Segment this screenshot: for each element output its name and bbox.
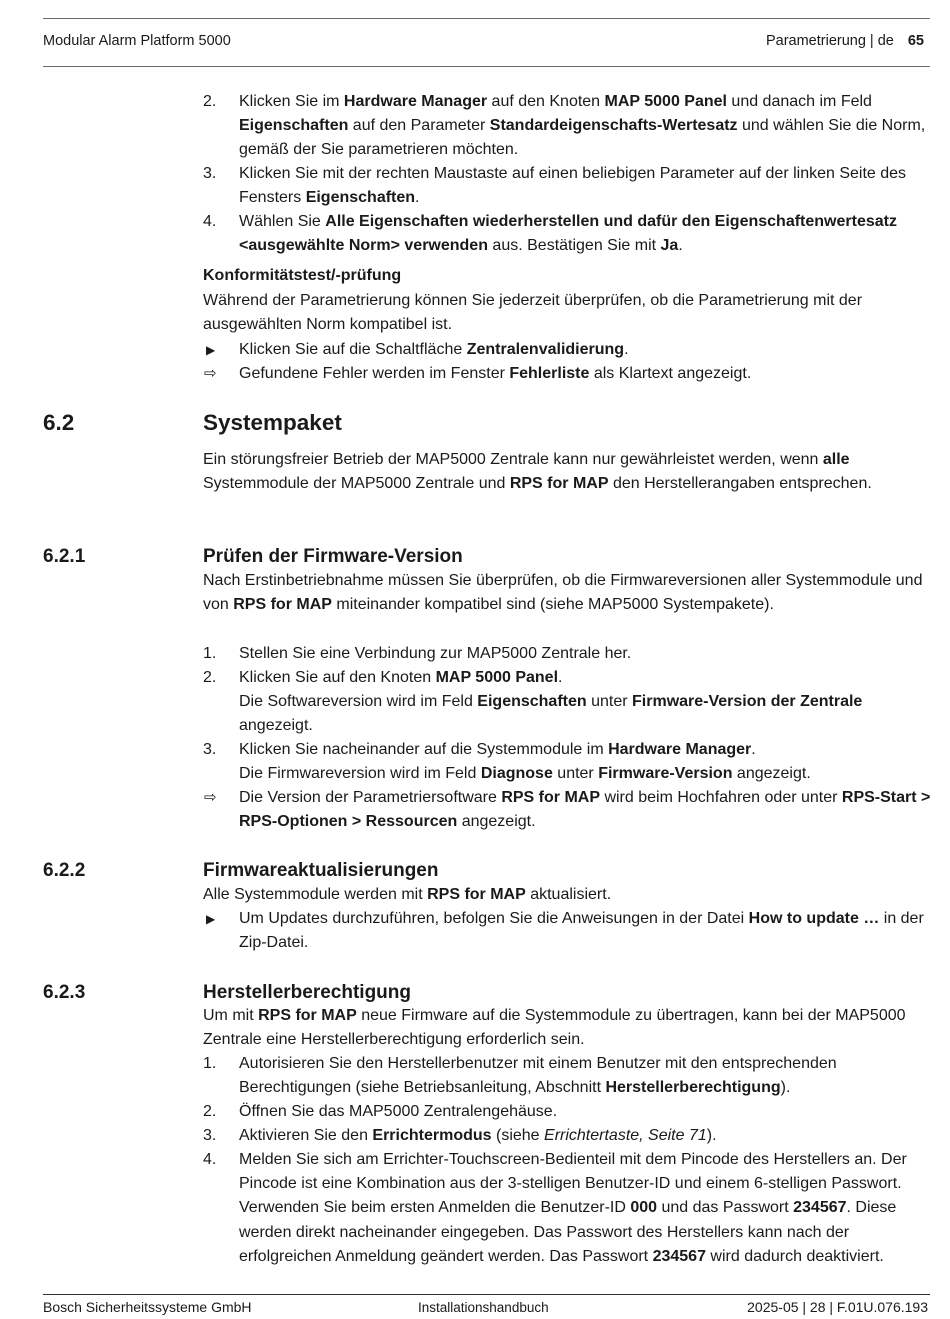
result-item: Die Version der Parametriersoftware RPS for MAP wird beim Hochfahren oder unter RPS-Start > RPS-Optionen > Ressourcen angezeigt. — [239, 789, 931, 831]
list-item: Aktivieren Sie den Errichtermodus (siehe Errichtertaste, Seite 71). — [239, 1127, 717, 1144]
bold-term: Eigenschaften — [477, 693, 587, 711]
list-item: Klicken Sie im Hardware Manager auf den Knoten MAP 5000 Panel und danach im Feld Eigenschaften auf den Parameter Standardeigenschafts-Wertesatz und wählen Sie die Norm, gemäß der Sie parametrieren möchten. — [239, 93, 926, 159]
bold-term: Errichtermodus — [372, 1127, 492, 1144]
list-item: Öffnen Sie das MAP5000 Zentralengehäuse. — [239, 1103, 558, 1120]
bold-term: RPS for MAP — [258, 1007, 357, 1024]
section-title: Prüfen der Firmware-Version — [203, 546, 463, 567]
section-title: Herstellerberechtigung — [203, 982, 411, 1003]
bold-term: Hardware Manager — [343, 93, 488, 110]
bold-term: Zentralenvalidierung — [466, 341, 625, 358]
step-number: 1. — [203, 645, 217, 662]
section-number: 6.2.2 — [43, 860, 86, 881]
header-doc-title: Modular Alarm Platform 5000 — [43, 33, 231, 49]
footer-doc-ref: 2025-05 | 28 | F.01U.076.193 — [747, 1299, 928, 1315]
bold-term: Eigenschaften — [305, 189, 416, 207]
subheading-konformitaetstest: Konformitätstest/-prüfung — [203, 267, 402, 284]
header-top-rule — [43, 18, 930, 19]
section-title: Systempaket — [203, 410, 342, 435]
cross-reference: Errichtertaste, Seite 71 — [544, 1127, 707, 1144]
step-number: 3. — [203, 165, 217, 182]
action-item: Um Updates durchzuführen, befolgen Sie die Anweisungen in der Datei How to update … in der Zip-Datei. — [239, 910, 924, 952]
bold-term: Fehlerliste — [509, 365, 590, 382]
page-number: 65 — [907, 33, 924, 49]
step-number: 2. — [203, 669, 217, 686]
paragraph: Ein störungsfreier Betrieb der MAP5000 Zentrale kann nur gewährleistet werden, wenn alle Systemmodule der MAP5000 Zentrale und RPS for MAP den Herstellerangaben entsprechen. — [203, 451, 872, 493]
header-bottom-rule — [43, 66, 930, 67]
header-right — [766, 33, 924, 49]
step-number: 2. — [203, 93, 217, 110]
list-item: Melden Sie sich am Errichter-Touchscreen-Bedienteil mit dem Pincode des Herstellers an. Der Pincode ist eine Kombination aus der 3-stelligen Benutzer-ID und einem 6-stelligen Passwort. Verwenden Sie beim ersten Anmelden die Benutzer-ID 000 und das Passwort 234567. Diese werden direkt nacheinander eingegeben. Das Passwort des Herstellers kann nach der erfolgreichen Anmeldung geändert werden. Das Passwort 234567 wird dadurch deaktiviert. — [239, 1151, 907, 1265]
paragraph: Nach Erstinbetriebnahme müssen Sie überprüfen, ob die Firmwareversionen aller Systemmodule und von RPS for MAP miteinander kompatibel sind (siehe MAP5000 Systempakete). — [203, 572, 923, 614]
bold-term: Standardeigenschafts-Wertesatz — [489, 117, 738, 135]
bold-term: Herstellerberechtigung — [605, 1079, 781, 1097]
footer-rule — [43, 1294, 930, 1295]
list-item: Wählen Sie Alle Eigenschaften wiederherstellen und dafür den Eigenschaftenwertesatz <ausgewählte Norm> verwenden aus. Bestätigen Sie mit Ja. — [239, 213, 897, 255]
bold-term: alle — [822, 451, 850, 468]
step-number: 3. — [203, 1127, 217, 1144]
bold-term: Firmware-Version der Zentrale — [632, 693, 863, 711]
result-item: Gefundene Fehler werden im Fenster Fehlerliste als Klartext angezeigt. — [239, 365, 752, 382]
step-number: 4. — [203, 1151, 217, 1168]
bold-term: RPS for MAP — [509, 475, 609, 493]
bold-term: 234567 — [793, 1199, 847, 1217]
bold-term: How to update … — [748, 910, 880, 927]
bold-term: RPS for MAP — [501, 789, 600, 806]
bold-term: MAP 5000 Panel — [435, 669, 559, 686]
bold-term: 000 — [630, 1199, 658, 1217]
section-number: 6.2.3 — [43, 982, 86, 1003]
bold-term: Firmware-Version — [598, 765, 733, 783]
page-header — [43, 33, 930, 53]
action-arrow-icon: ▶ — [206, 912, 216, 926]
action-item: Klicken Sie auf die Schaltfläche Zentralenvalidierung. — [239, 341, 629, 358]
bold-term: RPS for MAP — [233, 596, 332, 614]
list-item: Klicken Sie nacheinander auf die Systemmodule im Hardware Manager. Die Firmwareversion wird im Feld Diagnose unter Firmware-Version angezeigt. — [239, 741, 811, 783]
section-number: 6.2 — [43, 410, 75, 435]
step-number: 2. — [203, 1103, 217, 1120]
bold-term: Ja — [660, 237, 679, 255]
bold-term: MAP 5000 Panel — [604, 93, 727, 110]
header-section: Parametrierung | de — [765, 33, 894, 49]
paragraph: Während der Parametrierung können Sie jederzeit überprüfen, ob die Parametrierung mit der ausgewählten Norm kompatibel ist. — [203, 292, 863, 334]
bold-term: Eigenschaften — [239, 117, 349, 135]
bold-term: 234567 — [652, 1247, 706, 1265]
list-item: Stellen Sie eine Verbindung zur MAP5000 Zentrale her. — [239, 645, 632, 662]
paragraph: Alle Systemmodule werden mit RPS for MAP aktualisiert. — [203, 886, 612, 903]
bold-term: Alle Eigenschaften wiederherstellen und dafür den Eigenschaftenwertesatz <ausgewählte Norm> verwenden — [239, 213, 897, 255]
footer-doc-type: Installationshandbuch — [418, 1300, 549, 1315]
bold-term: Diagnose — [480, 765, 553, 783]
section-number: 6.2.1 — [43, 546, 86, 567]
list-item: Klicken Sie auf den Knoten MAP 5000 Panel. Die Softwareversion wird im Feld Eigenschaften unter Firmware-Version der Zentrale angezeigt. — [239, 669, 863, 735]
bold-term: Hardware Manager — [608, 741, 752, 758]
list-item: Autorisieren Sie den Herstellerbenutzer mit einem Benutzer mit den entsprechenden Berechtigungen (siehe Betriebsanleitung, Abschnitt Herstellerberechtigung). — [239, 1055, 837, 1097]
step-number: 1. — [203, 1055, 217, 1072]
step-number: 4. — [203, 213, 217, 230]
list-item: Klicken Sie mit der rechten Maustaste auf einen beliebigen Parameter auf der linken Seite des Fensters Eigenschaften. — [239, 165, 907, 207]
step-number: 3. — [203, 741, 217, 758]
bold-term: RPS-Start > RPS-Optionen > Ressourcen — [239, 789, 931, 831]
bold-term: RPS for MAP — [427, 886, 526, 903]
result-arrow-icon: ⇨ — [204, 365, 217, 382]
section-title: Firmwareaktualisierungen — [203, 860, 439, 881]
footer-company: Bosch Sicherheitssysteme GmbH — [43, 1299, 252, 1315]
paragraph: Um mit RPS for MAP neue Firmware auf die Systemmodule zu übertragen, kann bei der MAP5000 Zentrale eine Herstellerberechtigung erforderlich sein. — [203, 1007, 906, 1049]
page-footer — [43, 1299, 930, 1319]
result-arrow-icon: ⇨ — [204, 789, 217, 806]
action-arrow-icon: ▶ — [206, 343, 216, 357]
